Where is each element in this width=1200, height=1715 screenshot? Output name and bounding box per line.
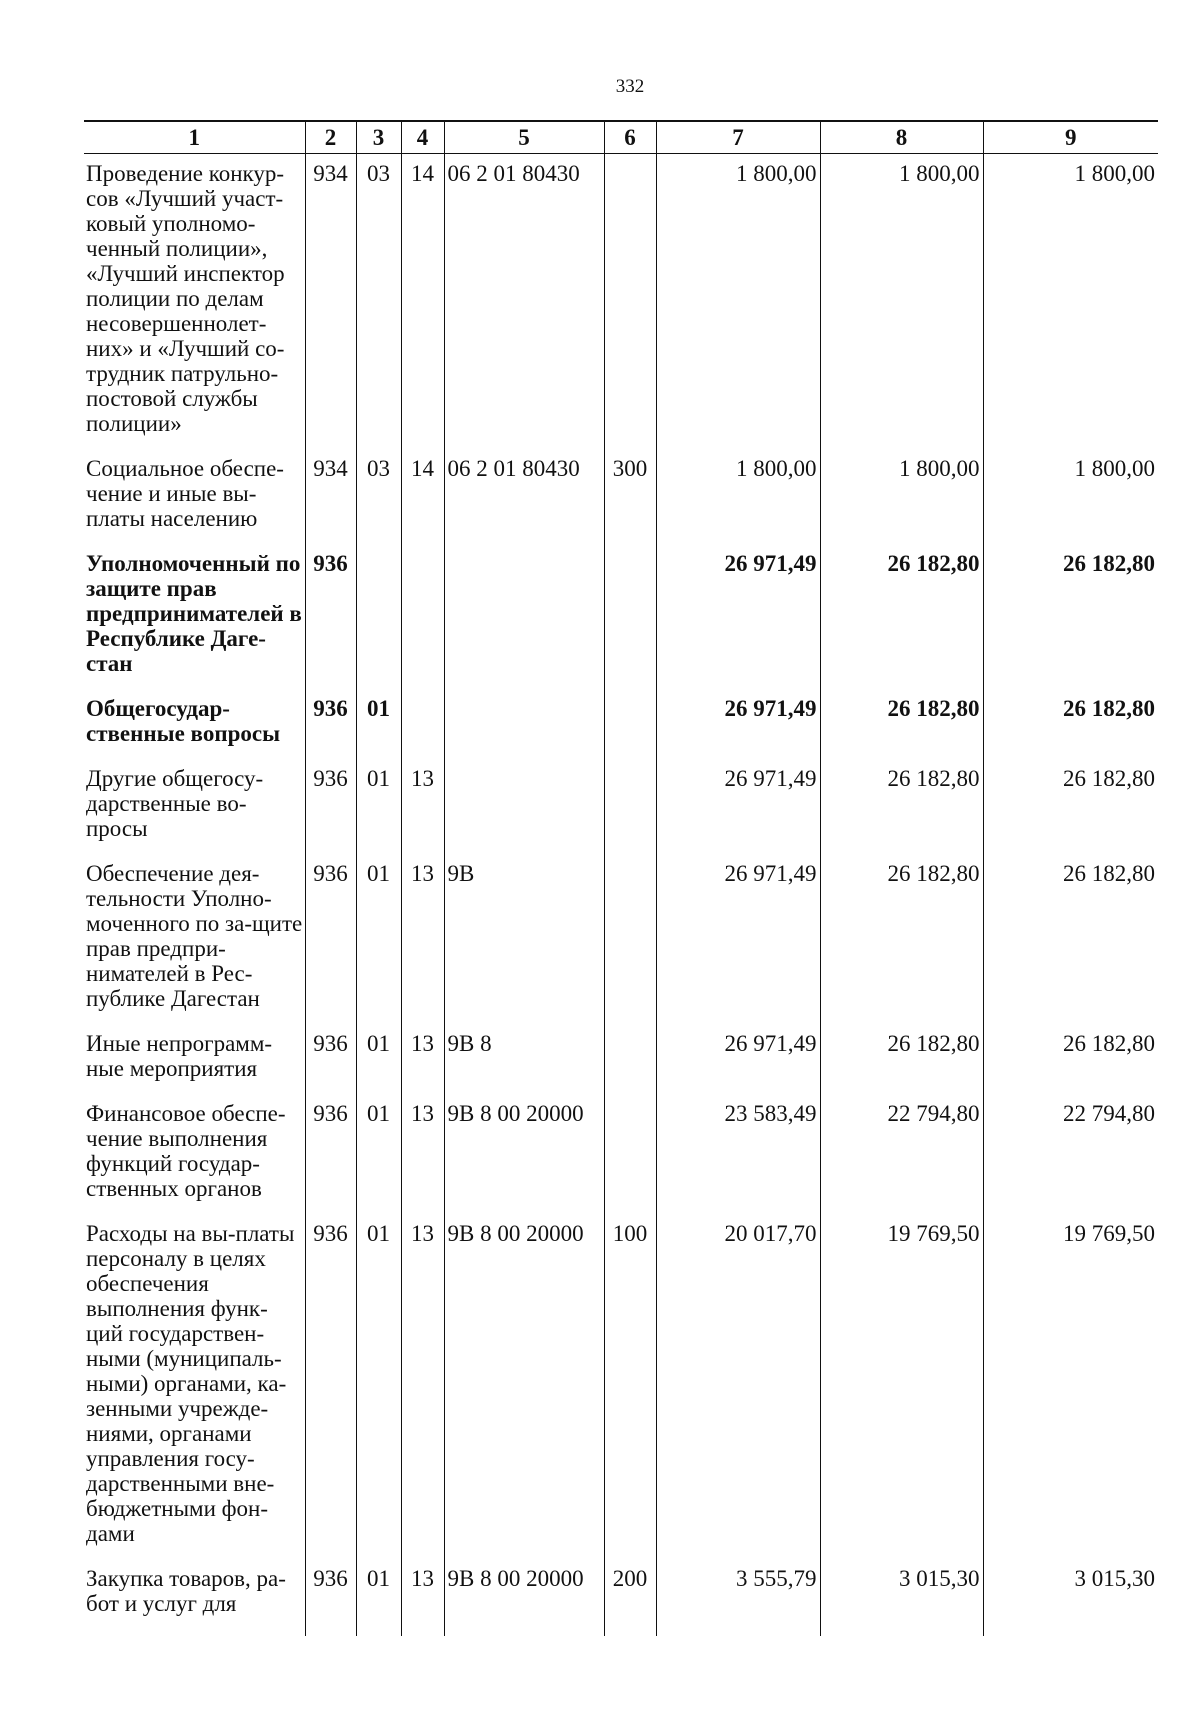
amount-col8: 22 794,80 <box>820 1094 983 1214</box>
col-header: 4 <box>401 121 444 154</box>
amount-col8: 1 800,00 <box>820 154 983 450</box>
grbs-code: 936 <box>305 1024 356 1094</box>
target-article-code <box>444 544 604 689</box>
expense-type-code <box>604 854 656 1024</box>
table-row <box>84 759 1158 854</box>
grbs-code: 934 <box>305 154 356 450</box>
amount-col8: 26 182,80 <box>820 1024 983 1094</box>
amount-col7: 23 583,49 <box>656 1094 820 1214</box>
target-article-code: 9В 8 00 20000 <box>444 1214 604 1559</box>
subsection-code: 13 <box>401 759 444 854</box>
grbs-code: 936 <box>305 759 356 854</box>
amount-col8: 1 800,00 <box>820 449 983 544</box>
expense-type-code: 200 <box>604 1559 656 1636</box>
expense-type-code <box>604 1094 656 1214</box>
target-article-code: 9В 8 <box>444 1024 604 1094</box>
amount-col7: 3 555,79 <box>656 1559 820 1636</box>
section-code: 01 <box>356 1559 401 1636</box>
amount-col8: 26 182,80 <box>820 544 983 689</box>
amount-col7: 26 971,49 <box>656 1024 820 1094</box>
table-row <box>84 854 1158 1024</box>
section-code <box>356 544 401 689</box>
col-header: 6 <box>604 121 656 154</box>
amount-col9: 19 769,50 <box>983 1214 1158 1559</box>
subsection-code: 13 <box>401 1094 444 1214</box>
header-row <box>84 121 1158 154</box>
amount-col9: 26 182,80 <box>983 689 1158 759</box>
col-header: 1 <box>84 121 305 154</box>
grbs-code: 936 <box>305 854 356 1024</box>
expense-type-code <box>604 689 656 759</box>
row-name: Уполномоченный по защите прав предпринимателей в Республике Даге-стан <box>86 551 302 676</box>
amount-col7: 1 800,00 <box>656 154 820 450</box>
subsection-code: 13 <box>401 854 444 1024</box>
target-article-code <box>444 759 604 854</box>
amount-col7: 26 971,49 <box>656 759 820 854</box>
subsection-code: 13 <box>401 1559 444 1636</box>
grbs-code: 936 <box>305 1214 356 1559</box>
section-code: 01 <box>356 689 401 759</box>
col-header: 3 <box>356 121 401 154</box>
row-name: Другие общегосу-дарственные во-просы <box>86 766 264 841</box>
amount-col9: 1 800,00 <box>983 154 1158 450</box>
section-code: 01 <box>356 1024 401 1094</box>
amount-col8: 26 182,80 <box>820 759 983 854</box>
section-code: 01 <box>356 854 401 1024</box>
amount-col8: 26 182,80 <box>820 854 983 1024</box>
amount-col9: 26 182,80 <box>983 759 1158 854</box>
section-code: 01 <box>356 1214 401 1559</box>
expense-type-code: 300 <box>604 449 656 544</box>
amount-col7: 26 971,49 <box>656 544 820 689</box>
row-name: Расходы на вы-платы персоналу в целях обеспечения выполнения функ-ций государствен-ными (муниципаль-ными) органами, ка-зенными учрежде-ниями, органами управления госу-дарственными вне-бюджетными фон-дами <box>86 1221 295 1546</box>
amount-col8: 19 769,50 <box>820 1214 983 1559</box>
amount-col9: 26 182,80 <box>983 544 1158 689</box>
expense-type-code <box>604 1024 656 1094</box>
row-name: Проведение конкур-сов «Лучший участ-ковый уполномо-ченный полиции», «Лучший инспектор полиции по делам несовершеннолет-них» и «Лучший со-трудник патрульно-постовой службы полиции» <box>86 161 285 436</box>
table-row <box>84 1094 1158 1214</box>
grbs-code: 936 <box>305 1559 356 1636</box>
amount-col9: 26 182,80 <box>983 854 1158 1024</box>
col-header: 9 <box>983 121 1158 154</box>
target-article-code: 06 2 01 80430 <box>444 449 604 544</box>
target-article-code: 9В 8 00 20000 <box>444 1094 604 1214</box>
amount-col7: 26 971,49 <box>656 854 820 1024</box>
amount-col9: 26 182,80 <box>983 1024 1158 1094</box>
table-row <box>84 689 1158 759</box>
col-header: 2 <box>305 121 356 154</box>
amount-col7: 26 971,49 <box>656 689 820 759</box>
subsection-code: 14 <box>401 154 444 450</box>
col-header: 8 <box>820 121 983 154</box>
target-article-code <box>444 689 604 759</box>
amount-col9: 3 015,30 <box>983 1559 1158 1636</box>
row-name: Иные непрограмм-ные мероприятия <box>86 1031 273 1081</box>
page-number: 332 <box>615 76 645 97</box>
row-name: Обеспечение дея-тельности Уполно-моченного по за-щите прав предпри-нимателей в Рес-публике Дагестан <box>86 861 303 1011</box>
amount-col7: 1 800,00 <box>656 449 820 544</box>
target-article-code: 9В 8 00 20000 <box>444 1559 604 1636</box>
subsection-code <box>401 544 444 689</box>
grbs-code: 936 <box>305 544 356 689</box>
row-name: Закупка товаров, ра-бот и услуг для <box>86 1566 286 1616</box>
grbs-code: 936 <box>305 1094 356 1214</box>
expense-type-code <box>604 759 656 854</box>
table-row <box>84 544 1158 689</box>
amount-col9: 1 800,00 <box>983 449 1158 544</box>
section-code: 03 <box>356 449 401 544</box>
subsection-code: 13 <box>401 1024 444 1094</box>
table-row <box>84 1214 1158 1559</box>
expense-type-code <box>604 544 656 689</box>
budget-table <box>84 120 1158 1636</box>
expense-type-code <box>604 154 656 450</box>
col-header: 5 <box>444 121 604 154</box>
subsection-code: 14 <box>401 449 444 544</box>
table-row <box>84 154 1158 450</box>
table-row <box>84 1559 1158 1636</box>
section-code: 03 <box>356 154 401 450</box>
amount-col8: 3 015,30 <box>820 1559 983 1636</box>
row-name: Финансовое обеспе-чение выполнения функций государ-ственных органов <box>86 1101 286 1201</box>
grbs-code: 936 <box>305 689 356 759</box>
amount-col8: 26 182,80 <box>820 689 983 759</box>
table-row <box>84 1024 1158 1094</box>
grbs-code: 934 <box>305 449 356 544</box>
row-name: Социальное обеспе-чение и иные вы-платы населению <box>86 456 284 531</box>
section-code: 01 <box>356 1094 401 1214</box>
target-article-code: 9В <box>444 854 604 1024</box>
subsection-code <box>401 689 444 759</box>
table-row <box>84 449 1158 544</box>
expense-type-code: 100 <box>604 1214 656 1559</box>
col-header: 7 <box>656 121 820 154</box>
target-article-code: 06 2 01 80430 <box>444 154 604 450</box>
section-code: 01 <box>356 759 401 854</box>
amount-col7: 20 017,70 <box>656 1214 820 1559</box>
row-name: Общегосудар-ственные вопросы <box>86 696 281 746</box>
amount-col9: 22 794,80 <box>983 1094 1158 1214</box>
subsection-code: 13 <box>401 1214 444 1559</box>
